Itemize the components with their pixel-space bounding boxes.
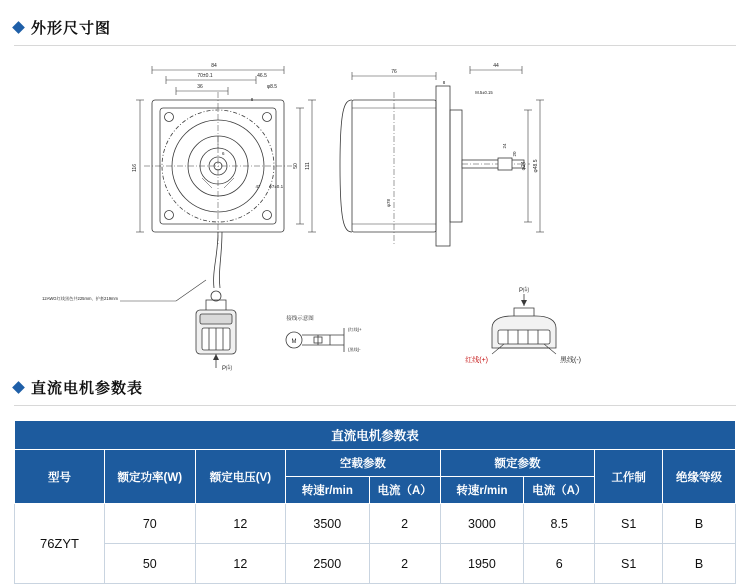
dim-116: 116 — [132, 164, 138, 172]
col-model: 型号 — [15, 450, 105, 504]
col-no-load-speed: 转速r/min — [286, 477, 369, 504]
divider — [14, 405, 736, 406]
section-header-row — [0, 17, 750, 38]
spec-table — [14, 420, 736, 584]
dim-8: 8 — [250, 97, 254, 102]
wire-black-note: (黑线)- — [348, 347, 361, 352]
cell-rated-speed: 1950 — [440, 544, 523, 584]
cell-model: 76ZYT — [15, 504, 105, 584]
diamond-icon — [12, 381, 25, 394]
cell-insulation: B — [663, 544, 736, 584]
col-group-no-load: 空载参数 — [286, 450, 441, 477]
wire-red-label: 红线(+) — [465, 357, 488, 364]
dim-46-5: 46.5 — [257, 73, 267, 79]
cell-rated-voltage: 12 — [195, 504, 285, 544]
section-header-row-2 — [0, 377, 750, 398]
outline-drawing — [0, 48, 750, 372]
dim-47: 47 — [255, 184, 261, 189]
col-rated-voltage: 额定电压(V) — [195, 450, 285, 504]
dim-m5: M.5±0.15 — [475, 90, 493, 95]
col-rated-speed: 转速r/min — [440, 477, 523, 504]
section-outline-header — [0, 17, 750, 46]
cell-rated-power: 70 — [104, 504, 195, 544]
table-row — [15, 544, 736, 584]
motor-symbol-label: M — [291, 339, 297, 345]
col-duty: 工作制 — [595, 450, 663, 504]
dim-111: 111 — [305, 162, 311, 170]
dim-d7: φ7±0.1 — [268, 184, 284, 189]
cell-rated-speed: 3000 — [440, 504, 523, 544]
table-row — [15, 504, 736, 544]
dim-6: 6 — [222, 151, 225, 156]
col-group-rated: 额定参数 — [440, 450, 595, 477]
dim-24: 24 — [502, 143, 507, 149]
cell-no-load-speed: 2500 — [286, 544, 369, 584]
table-head — [15, 421, 736, 504]
dim-84: 84 — [211, 63, 217, 69]
table-body — [15, 504, 736, 584]
spec-table-wrapper — [14, 420, 736, 584]
cell-rated-power: 50 — [104, 544, 195, 584]
lead-wire-note: 12AWG红线黑色共225mm、护套219mm — [42, 296, 118, 301]
drawing-svg — [0, 48, 750, 372]
section-title-outline: 外形尺寸图 — [31, 20, 112, 37]
cell-no-load-current: 2 — [369, 544, 440, 584]
dim-44: 44 — [493, 63, 499, 69]
dim-d78: φ78 — [386, 199, 391, 207]
dim-50: 50 — [293, 163, 299, 169]
dim-20: 20 — [512, 151, 517, 157]
cell-no-load-speed: 3500 — [286, 504, 369, 544]
section-params-header — [0, 377, 750, 406]
cell-rated-current: 6 — [524, 544, 595, 584]
divider — [14, 45, 736, 46]
col-rated-current: 电流（A） — [524, 477, 595, 504]
cell-duty: S1 — [595, 504, 663, 544]
wire-black-label: 黑线(-) — [560, 357, 581, 364]
col-rated-power: 额定功率(W) — [104, 450, 195, 504]
diamond-icon — [12, 21, 25, 34]
cell-rated-current: 8.5 — [524, 504, 595, 544]
wire-red-note: (红线)+ — [348, 327, 362, 332]
dim-8b: 8 — [442, 80, 446, 85]
dim-70: 70±0.1 — [197, 73, 213, 79]
col-no-load-current: 电流（A） — [369, 477, 440, 504]
p-arrow-left-label: P向 — [222, 366, 233, 372]
table-caption-row — [15, 421, 736, 450]
table-caption: 直流电机参数表 — [15, 421, 736, 450]
dim-76: 76 — [391, 69, 397, 75]
dim-36: 36 — [197, 84, 203, 90]
col-insulation: 绝缘等级 — [663, 450, 736, 504]
section-title-params: 直流电机参数表 — [31, 380, 144, 397]
dim-d24: φ24 — [521, 161, 527, 171]
p-arrow-right-label: P向 — [518, 288, 530, 294]
table-header-row-1 — [15, 450, 736, 477]
cell-rated-voltage: 12 — [195, 544, 285, 584]
dim-d48-5: φ48.5 — [533, 159, 539, 173]
cell-insulation: B — [663, 504, 736, 544]
cell-duty: S1 — [595, 544, 663, 584]
dim-d8-5: φ8.5 — [266, 84, 278, 90]
cell-no-load-current: 2 — [369, 504, 440, 544]
wiring-diagram-title: 接线示意图 — [286, 316, 314, 322]
